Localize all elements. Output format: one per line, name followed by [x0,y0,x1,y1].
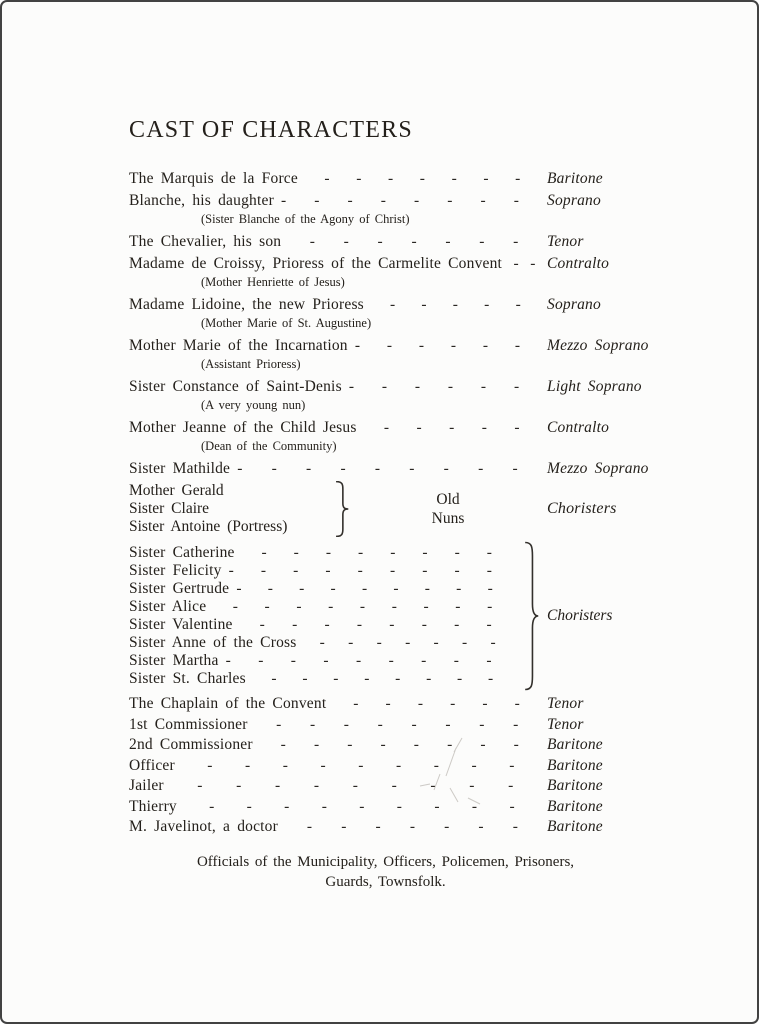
dash: - [296,598,302,615]
dash: - [325,544,332,561]
dash: - [456,580,462,597]
dash-leaders [231,652,519,670]
dash: - [419,170,426,187]
dash: - [347,192,353,209]
brace-icon [523,541,539,691]
character-subtitle: (Sister Blanche of the Agony of Christ) [201,212,410,226]
dash: - [387,170,394,187]
dash: - [418,337,425,354]
dash: - [375,818,381,835]
dash: - [433,756,440,774]
voice-type: Tenor [547,715,584,733]
voice-type: Contralto [547,255,610,272]
cast-row [129,715,642,736]
character-subtitle: (Dean of the Community) [201,439,337,453]
character-name: The Marquis de la Force [129,170,298,187]
dash: - [454,562,460,579]
dash: - [450,695,456,712]
dash: - [421,296,427,313]
cast-row [129,458,649,479]
dash: - [309,715,316,733]
dash: - [405,634,411,651]
dash: - [416,419,422,436]
dash: - [480,736,486,753]
character-name: 2nd Commissioner [129,736,253,753]
dash-leaders [175,756,547,777]
dash: - [450,337,457,354]
character-name: Sister Gertrude - [129,580,242,597]
dash-leaders [248,715,547,736]
dash-leaders [298,168,547,189]
dash: - [482,695,488,712]
dash: - [514,695,521,712]
cast-row [129,417,642,438]
dash: - [443,460,450,477]
dash-leaders [360,335,547,356]
dash: - [386,337,393,354]
dash: - [486,652,492,669]
choristers-group [129,541,642,691]
dash: - [478,460,484,477]
dash: - [452,296,459,313]
dash: - [309,233,316,250]
dash: - [396,756,402,774]
dash: - [515,296,521,313]
character-name: The Chevalier, his son [129,233,282,250]
character-name: Sister Claire [129,500,210,517]
dash-leaders [242,580,519,598]
dash: - [245,756,251,774]
cast-row [129,817,642,838]
dash: - [483,170,489,187]
dash-leaders [206,598,519,616]
dash: - [207,756,213,774]
dash: - [343,715,350,733]
cast-row [129,735,642,756]
dash: - [451,170,457,187]
dash: - [355,652,362,669]
dash: - [479,233,485,250]
voice-type: Baritone [547,736,603,753]
dash: - [444,818,450,835]
dash: - [246,797,252,815]
dash: - [306,460,312,477]
character-name: The Chaplain of the Convent [129,695,327,712]
character-name: 1st Commissioner [129,715,248,733]
character-name: Sister St. Charles [129,670,246,687]
dash: - [479,715,485,733]
dash: - [417,695,424,712]
voice-type: Light Soprano [547,378,642,395]
dash: - [471,756,477,774]
dash: - [513,255,519,272]
old-nuns-label [349,490,547,528]
dash: - [454,544,460,561]
footer-note [129,852,642,892]
footer-line: Officials of the Municipality, Officers, Policemen, Prisoners, [196,853,575,870]
dash: - [514,337,521,354]
dash: - [490,634,496,651]
dash: - [447,192,453,209]
character-name: Sister Constance of Saint-Denis - [129,378,355,395]
dash: - [433,634,439,651]
dash: - [352,777,359,794]
character-name: Sister Catherine [129,544,235,561]
character-name: Jailer [129,777,164,794]
character-name: Sister Anne of the Cross [129,634,297,651]
dash: - [515,170,521,187]
dash: - [299,580,305,597]
dash: - [259,616,266,633]
character-name: Sister Antoine (Portress) [129,518,288,535]
dash: - [385,695,391,712]
dash: - [306,818,313,835]
dash: - [343,233,350,250]
dash: - [364,670,370,687]
character-name: Thierry [129,797,177,815]
cast-row [129,756,642,777]
dash: - [341,818,347,835]
dash: - [513,233,519,250]
voice-type: Contralto [547,419,610,436]
dash: - [482,337,489,354]
dash: - [356,170,362,187]
dash-leaders [364,294,547,315]
dash-leaders [354,376,547,397]
dash: - [260,562,267,579]
character-subtitle: (Mother Henriette of Jesus) [201,275,345,289]
cast-row [129,294,642,315]
dash: - [359,598,366,615]
dash: - [422,544,428,561]
dash: - [414,192,420,209]
character-name: Sister Valentine [129,616,233,633]
dash: - [484,296,490,313]
dash: - [480,378,487,395]
cast-row [129,376,642,397]
dash: - [380,736,386,753]
voice-type: Baritone [547,170,603,187]
dash: - [445,233,451,250]
dash-leaders [286,190,547,211]
dash: - [282,756,289,774]
dash: - [513,192,520,209]
dash: - [530,255,536,272]
old-nuns-label-bottom: Nuns [431,510,465,527]
character-name: Mother Marie of the Incarnation - [129,337,361,354]
voice-type: Baritone [547,777,603,794]
dash: - [290,652,297,669]
dash: - [486,544,493,561]
dash-leaders [253,735,547,756]
dash: - [486,562,493,579]
dash-leaders [243,458,547,479]
page-title: CAST OF CHARACTERS [129,117,413,143]
dash: - [284,797,290,815]
voice-type: Choristers [547,500,617,517]
character-subtitle: (Assistant Prioress) [201,357,301,371]
dash: - [381,378,388,395]
dash: - [486,616,492,633]
cast-list-bottom [129,694,642,838]
dash: - [330,580,336,597]
dash: - [280,736,287,753]
dash: - [324,616,330,633]
dash: - [413,736,420,753]
dash: - [447,736,453,753]
dash-leaders [278,817,547,838]
dash: - [481,419,488,436]
cast-row [129,634,519,652]
cast-row [129,670,519,688]
character-name: Madame de Croissy, Prioress of the Carmelite Convent [129,255,503,272]
dash: - [423,598,429,615]
brace-icon [334,481,349,537]
dash: - [513,715,519,733]
dash: - [389,562,396,579]
dash: - [391,777,397,794]
dash: - [313,777,320,794]
cast-row [129,168,642,189]
dash: - [469,777,475,794]
character-subtitle: (Mother Marie of St. Augustine) [201,316,372,330]
character-name: Sister Felicity - [129,562,234,579]
cast-row [129,335,649,356]
dash: - [377,715,384,733]
dash-leaders [235,544,519,562]
dash: - [353,695,359,712]
dash: - [478,818,484,835]
voice-type: Baritone [547,818,603,835]
cast-row [129,190,642,211]
dash: - [376,634,382,651]
dash: - [380,192,387,209]
page-content [129,117,649,892]
dash: - [424,580,431,597]
dash-leaders [233,616,519,634]
dash: - [356,616,363,633]
cast-row [129,652,519,670]
cast-row [129,580,519,598]
voice-type: Mezzo Soprano [547,460,649,477]
dash: - [361,580,368,597]
footer-line: Guards, Townsfolk. [325,873,446,890]
dash: - [271,460,277,477]
dash: - [509,756,515,774]
dash: - [377,233,383,250]
cast-row [129,598,519,616]
dash: - [434,797,440,815]
dash: - [389,616,395,633]
dash: - [512,818,519,835]
voice-type: Baritone [547,756,603,774]
dash: - [471,797,478,815]
dash-leaders [281,231,547,252]
dash: - [389,296,396,313]
dash: - [513,378,520,395]
dash: - [445,715,451,733]
dash: - [447,378,454,395]
old-nuns-group [129,481,642,537]
character-name: Madame Lidoine, the new Prioress [129,296,364,313]
dash: - [421,652,427,669]
dash: - [393,580,399,597]
dash: - [324,170,330,187]
dash: - [276,715,282,733]
dash-leaders [357,417,547,438]
character-name: M. Javelinot, a doctor [129,818,278,835]
dash: - [236,777,242,794]
cast-row [129,776,642,797]
dash: - [383,419,390,436]
dash: - [293,562,299,579]
dash: - [314,192,320,209]
dash: - [409,818,416,835]
dash: - [323,652,329,669]
dash: - [421,616,428,633]
dash: - [390,544,396,561]
dash: - [487,670,494,687]
dash: - [348,634,354,651]
dash-leaders [177,797,547,818]
character-name: Blanche, his daughter - [129,192,287,209]
character-name: Sister Martha - [129,652,231,669]
dash: - [414,378,421,395]
dash: - [509,797,515,815]
dash-leaders [297,634,520,652]
dash: - [487,598,493,615]
dash: - [232,598,239,615]
dash: - [319,634,325,651]
old-nuns-names [129,482,334,536]
dash: - [197,777,203,794]
character-name: Officer [129,756,175,774]
dash: - [457,670,463,687]
dash: - [430,777,436,794]
dash-leaders [164,776,547,797]
dash: - [508,777,514,794]
dash: - [480,192,486,209]
dash-leaders [246,670,519,688]
dash: - [274,777,281,794]
voice-type: Soprano [547,296,601,313]
dash: - [514,419,520,436]
dash: - [396,797,403,815]
dash: - [328,598,334,615]
choristers-names [129,544,519,688]
cast-row [129,797,642,818]
voice-type: Tenor [547,695,584,712]
dash: - [347,736,353,753]
dash: - [261,544,267,561]
cast-list-top [129,168,649,479]
dash: - [325,562,331,579]
dash: - [313,736,320,753]
voice-type: Soprano [547,192,601,209]
cast-row [129,253,642,274]
cast-row [129,562,519,580]
voice-type: Mezzo Soprano [547,337,649,354]
dash: - [422,562,428,579]
dash: - [292,616,298,633]
dash: - [391,598,398,615]
dash: - [267,580,274,597]
dash: - [411,715,417,733]
voice-type: Choristers [547,607,613,624]
cast-row [129,694,642,715]
dash: - [374,460,381,477]
dash: - [455,598,461,615]
dash: - [320,756,326,774]
dash: - [426,670,432,687]
character-subtitle: (A very young nun) [201,398,306,412]
character-name: Sister Alice [129,598,207,615]
voice-type: Baritone [547,797,603,815]
dash: - [449,419,455,436]
character-name: Mother Jeanne of the Child Jesus [129,419,357,436]
dash: - [454,616,460,633]
dash: - [357,562,364,579]
cast-row [129,616,519,634]
dash: - [340,460,346,477]
dash: - [513,736,519,753]
old-nuns-label-top: Old [436,491,460,508]
dash: - [395,670,401,687]
dash: - [264,598,270,615]
dash: - [209,797,215,815]
dash-leaders [234,562,519,580]
dash: - [409,460,415,477]
dash: - [512,460,518,477]
character-name: Mother Gerald [129,482,224,499]
dash: - [271,670,277,687]
dash: - [487,580,493,597]
cast-row [129,544,519,562]
dash: - [333,670,339,687]
dash: - [302,670,308,687]
dash-leaders [326,694,547,715]
dash: - [462,634,468,651]
voice-type: Tenor [547,233,584,250]
dash: - [293,544,300,561]
dash: - [411,233,417,250]
dash: - [388,652,394,669]
dash-leaders [502,253,547,274]
dash: - [359,797,365,815]
dash: - [258,652,264,669]
dash: - [453,652,460,669]
dash: - [321,797,328,815]
dash: - [358,756,364,774]
cast-row [129,231,642,252]
character-name: Sister Mathilde - [129,460,243,477]
dash: - [358,544,364,561]
